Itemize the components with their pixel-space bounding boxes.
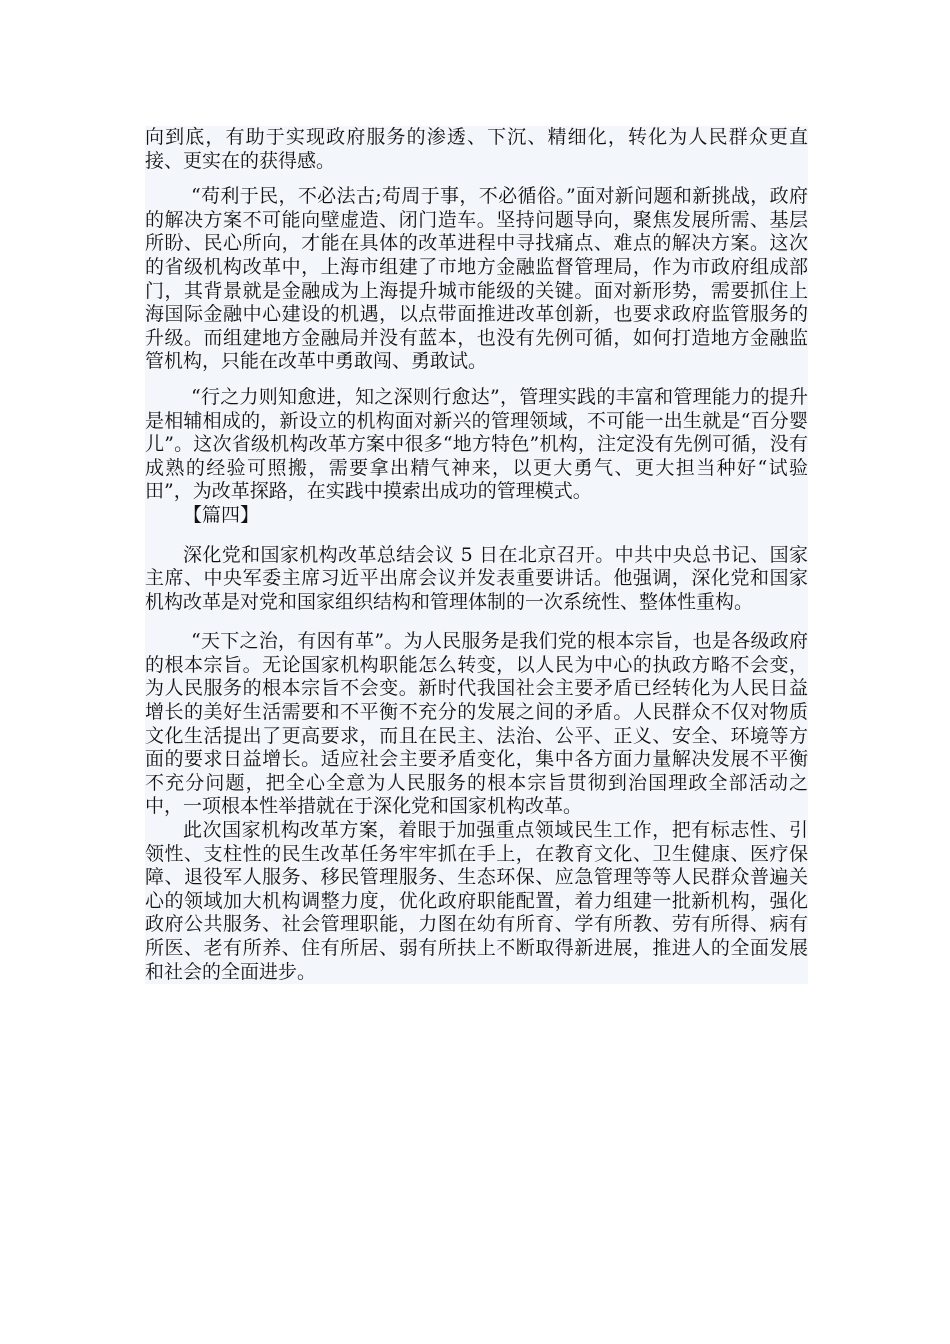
paragraph-tianxia-zhizhi: “天下之治，有因有革”。为人民服务是我们党的根本宗旨，也是各级政府的根本宗旨。无论国家机构职能怎么转变，以人民为中心的执政方略不会变，为人民服务的根本宗旨不会变。新时代我国社会主要矛盾已经转化为人民日益增长的美好生活需要和不平衡不充分的发展之间的矛盾。人民群众不仅对物质文化生活提出了更高要求，而且在民主、法治、公平、正义、安全、环境等方面的要求日益增长。适应社会主要矛盾变化，集中各方面力量解决发展不平衡不充分问题，把全心全意为人民服务的根本宗旨贯彻到治国理政全部活动之中，一项根本性举措就在于深化党和国家机构改革。 (145, 630, 808, 818)
paragraph-reform-plan: 此次国家机构改革方案，着眼于加强重点领域民生工作，把有标志性、引领性、支柱性的民生改革任务牢牢抓在手上，在教育文化、卫生健康、医疗保障、退役军人服务、移民管理服务、生态环保、应急管理等等人民群众普遍关心的领域加大机构调整力度，优化政府职能配置，着力组建一批新机构，强化政府公共服务、社会管理职能，力图在幼有所育、学有所教、劳有所得、病有所医、老有所养、住有所居、弱有所扶上不断取得新进展，推进人的全面发展和社会的全面进步。 (145, 819, 808, 983)
section-heading-part-four: 【篇四】 (183, 503, 260, 526)
paragraph-intro-continuation: 向到底，有助于实现政府服务的渗透、下沉、精细化，转化为人民群众更直接、更实在的获得感。 (145, 126, 808, 172)
paragraph-summary-meeting: 深化党和国家机构改革总结会议 5 日在北京召开。中共中央总书记、国家主席、中央军委主席习近平出席会议并发表重要讲话。他强调，深化党和国家机构改革是对党和国家组织结构和管理体制的一次系统性、整体性重构。 (145, 543, 808, 613)
paragraph-xingzhili: “行之力则知愈进，知之深则行愈达”，管理实践的丰富和管理能力的提升是相辅相成的，新设立的机构面对新兴的管理领域，不可能一出生就是“百分婴儿”。这次省级机构改革方案中很多“地方特色”机构，注定没有先例可循，没有成熟的经验可照搬，需要拿出精气神来，以更大勇气、更大担当种好“试验田”，为改革探路，在实践中摸索出成功的管理模式。 (145, 385, 808, 503)
document-body (145, 126, 808, 984)
paragraph-gouli-yumin: “苟利于民，不必法古;苟周于事，不必循俗。”面对新问题和新挑战，政府的解决方案不可能向壁虚造、闭门造车。坚持问题导向，聚焦发展所需、基层所盼、民心所向，才能在具体的改革进程中寻找痛点、难点的解决方案。这次的省级机构改革中，上海市组建了市地方金融监督管理局，作为市政府组成部门，其背景就是金融成为上海提升城市能级的关键。面对新形势，需要抓住上海国际金融中心建设的机遇，以点带面推进改革创新，也要求政府监管服务的升级。而组建地方金融局并没有蓝本，也没有先例可循，如何打造地方金融监管机构，只能在改革中勇敢闯、勇敢试。 (145, 185, 808, 373)
